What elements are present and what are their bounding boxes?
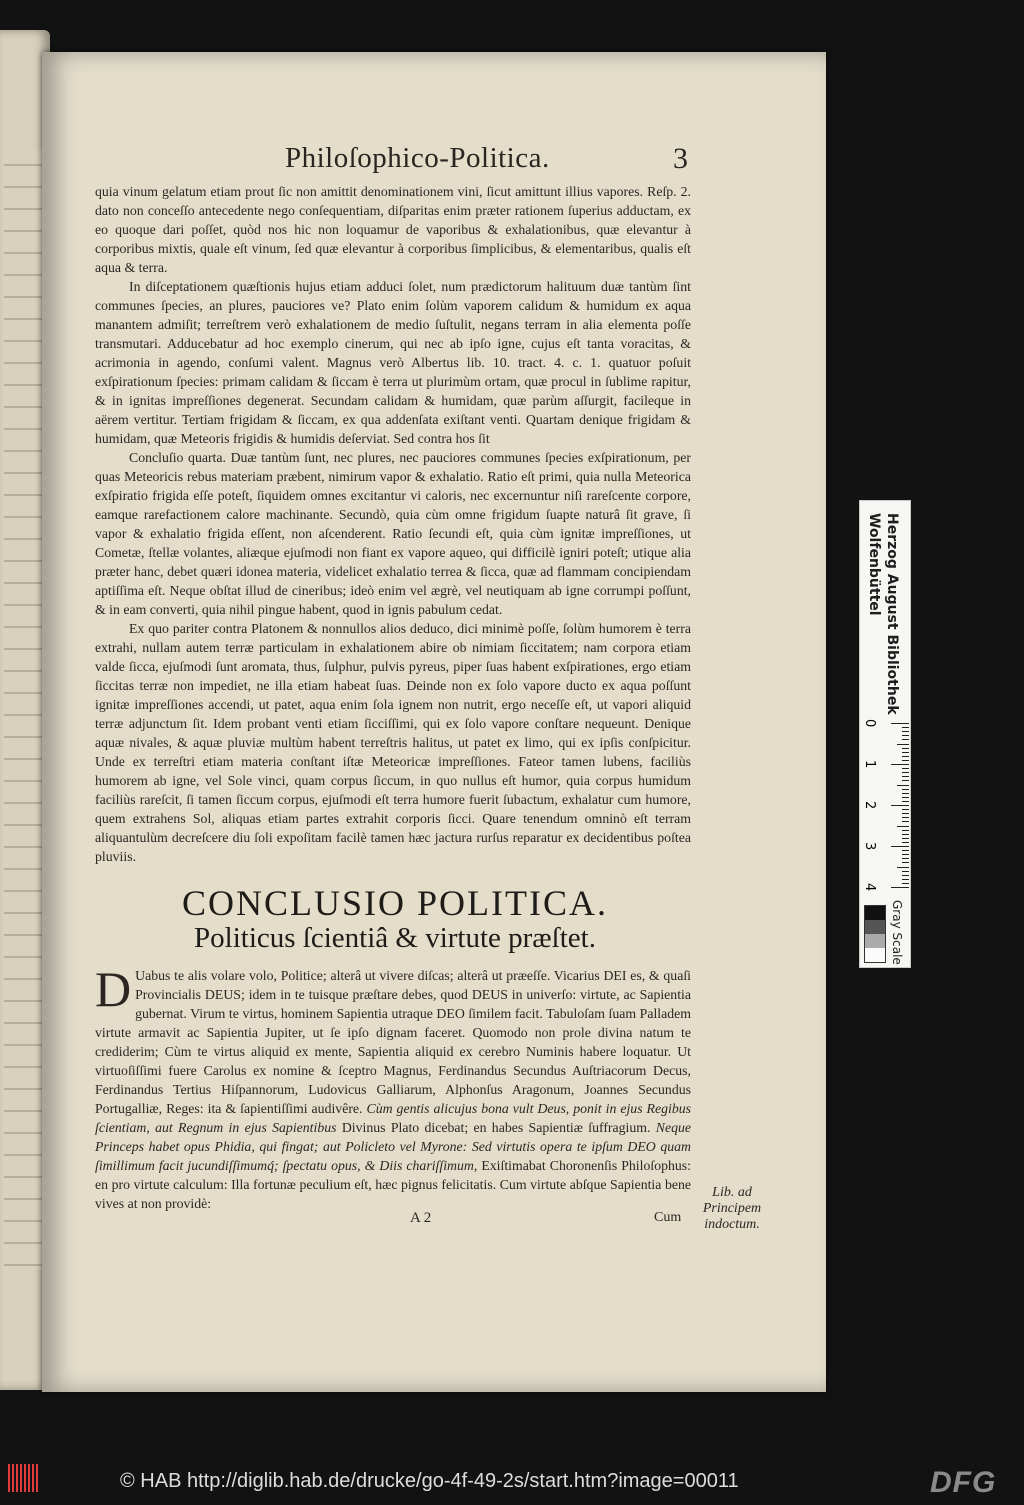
ruler-tick [897,867,909,868]
ruler-tick [902,858,909,859]
political-section [95,961,692,1213]
ruler-tick [902,879,909,880]
ruler-tick [902,821,909,822]
ruler-tick [902,760,909,761]
dfg-logo: DFG [930,1466,997,1499]
running-header [285,142,689,182]
ruler-tick [902,850,909,851]
ruler-tick [902,842,909,843]
physics-section [95,182,691,866]
ruler-tick [902,780,909,781]
ruler-number: 4 [862,883,877,892]
ruler-tick [902,862,909,863]
ruler-tick [902,801,909,802]
library-name: Herzog August Bibliothek [884,513,900,715]
drop-cap: D [95,961,132,1017]
ruler-tick [902,875,909,876]
ruler-number: 2 [862,801,877,810]
barcode-icon [8,1464,38,1492]
ruler-tick [902,830,909,831]
ruler-tick [902,854,909,855]
ruler-tick [897,785,909,786]
ruler-tick [902,883,909,884]
ruler-tick [891,723,909,724]
ruler-tick [902,817,909,818]
ruler-number: 1 [862,760,877,769]
paragraph: In diſceptationem quæſtionis hujus etiam adduci ſolet, num prædictorum halituum duæ tantùm ſint communes ſpecies, an plures, pauciores ve? Plato enim ſolùm vaporem calidum & humidum ex aqua manantem admiſit; terreſtrem verò exhalationem de medio ſuſtulit, negans terram in alia elementa poſſe transmutari. Adducebatur ad hoc exemplo cinerum, qui nec ab ipſo igne, cujus eſt tanta voracitas, & acrimonia in agendo, conſumi valent. Magnus verò Albertus lib. 10. tract. 4. c. 1. quatuor poſuit exſpirationum ſpecies: primam calidam & ſiccam è terra ut plurimùm ortam, quæ procul in ſublime rapitur, & in ignitas impreſſiones degenerat. Secundam calidam & humidam, quæ parùm aſſurgit, facileque in aërem vertitur. Tertiam frigidam & ſiccam, ex qua addenſata exiſtant venti. Quartam denique frigidam & humidam, quæ Meteoris frigidis & humidis deſerviat. Sed contra hos ſit [95,279,691,446]
paragraph: quia vinum gelatum etiam prout ſic non amittit denominationem vini, ſicut amittunt illius vapores. Reſp. 2. dato non conceſſo antecedente nego conſequentiam, diſparitas enim præter rationem ſuperius adductam, ex eo quoque dari poſſet, quòd nos hic non loquamur de vaporibus & exhalationibus, quæ elevantur à corporibus mixtis, quale eſt vinum, ſed quæ elevantur à corporibus ſimplicibus, & elementaribus, qualis eſt aqua & terra. [95,184,691,275]
ruler-tick [902,789,909,790]
ruler-tick [891,887,909,888]
signature-mark: A 2 [410,1210,432,1226]
ruler-tick [902,834,909,835]
catchword: Cum [654,1210,682,1225]
paragraph: Concluſio quarta. Duæ tantùm ſunt, nec plures, nec pauciores communes ſpecies exſpirationum, per quas Meteoricis rebus materiam præbent, nimirum vapor & exhalatio. Ratio eſt primi, quia nulla Meteorica exſpiratio frigida eſſe poteſt, ſiquidem omnes excitantur vi caloris, nec excernuntur niſi rareſcente corpore, eamque rarefactionem calore machinante. Secundò, quia cùm omne frigidum ſuapte naturâ ſit grave, ſi vapor & exhalatio frigida eſſent, non aſcenderent. Ratio ſecundi eſt, quia cùm ignitæ impreſſiones, ut Cometæ, ſtellæ volantes, aliæque ejuſmodi non fiant ex vapore aqueo, qui difficilè igniri poteſt; utique alia præter hanc, debet quæri idonea materia, videlicet exhalatio terrea & ſicca, quæ ad flammam concipiendam aptiſſima eſt. Neque obſtat illud de cineribus; ideò enim vel ægrè, vel neutiquam ab igne corrumpi poſſunt, & in eam converti, quia nihil pingue habent, quod in ignis pabulum cedat. [95,450,691,617]
ruler-tick [891,764,909,765]
marginal-note [692,1185,772,1233]
ruler-tick [902,813,909,814]
page-number: 3 [673,142,689,175]
ruler-tick [902,809,909,810]
scale-ruler [859,500,911,968]
political-text: Uabus te alis volare volo, Politice; alterâ ut vivere diſcas; alterâ ut præeſſe. Vicarius DEI es, & quaſi Provincialis DEUS; idem in te tuisque præſtare debes, quod DEUS in univerſo: virtute, ac Sapientia gubernat. Virum te virtus, hominem Sapientia utraque DEO ſimilem facit. Tabuloſam ſuam Palladem virtute armavit ac Sapientia Jupiter, ut ſe ipſo dignam faceret. Quomodo non prole divina natum te crediderim; Cùm te virtus aliquid ex mente, Sapientia aliquid ex cerebro Numinis habere loquatur. Ut virtuoſiſſimi fuere Carolus ex nomine & ſceptro Magnus, Ferdinandus Secundus Auſtriacorum Decus, Ferdinandus Tertius Hiſpannorum, Ludovicus Galliarum, Alphonſus Aragonum, Joannes Secundus Portugalliæ, Reges: ita & ſapientiſſimi audivêre. [95,968,691,1116]
ruler-tick [902,731,909,732]
section-heading: CONCLUSIO POLITICA. [181,883,608,923]
marginal-line: Lib. ad [712,1185,752,1200]
ruler-number: 3 [862,842,877,851]
running-title: Philoſophico-Politica. [285,142,550,174]
ruler-tick [897,826,909,827]
ruler-tick [902,838,909,839]
ruler-tick [902,756,909,757]
ruler-tick [902,735,909,736]
political-text: Exiſtimabat Choronenſis Philoſophus: en pro virtute calculum: Illa fortunæ peculium eſt, hæc pignus felicitatis. Cum virtute abſque Sapientia bene vives at non providè: [95,1158,691,1211]
section-subheading: Politicus ſcientiâ & virtute præſtet. [194,922,596,954]
marginal-line: Principem [702,1201,762,1216]
marginal-line: indoctum. [704,1217,760,1232]
ruler-tick [902,748,909,749]
ruler-tick [891,805,909,806]
paragraph: Ex quo pariter contra Platonem & nonnullos alios deduco, dici minimè poſſe, ſolùm humorem è terra extrahi, nullam autem terræ particulam in exhalationem abire ob nimiam ſiccitatem; nam corpora etiam valde ſicca, ejuſmodi ſunt aromata, thus, ſulphur, pulvis pyreus, piper ſuas habent exſpirationes, ergo etiam ſiccitas terræ non impediet, ne illa etiam habeat ſuas. Deinde non ex ſolo vapore ducto ex aqua poſſunt ignitæ impreſſiones accendi, ut patet, aqua enim ſola ignem non nutrit, ergo neceſſe eſt, ut vapori aliquid terræ adjunctum ſit. Idem probant venti etiam ſicciſſimi, qui ex ſolo vapore conſtare nequeunt. Denique aquæ nivales, & aquæ pluviæ multùm habent terreſtris halitus, ut patet ex limo, qui ex ipſis conſpicitur. Unde ex terreſtri etiam materia conſtant iſtæ Meteoricæ impreſſiones. Fateor tamen lubens, faciliùs humorem ab igne, vel Sole vinci, quam corpus ſiccum, in quo nullus eſt humor, quia corpus humidum faciliùs rareſcit, ſi tamen ſiccum corpus, ejuſmodi eſt terra humore fuerit ſubactum, exhalatur cum humore, quem extrahens Sol, aliquas etiam partes extrahit corporis ſicci. Quare tenendum omninò eſt terram aliquantulùm decreſcere diu ſoli expoſitam facilè tamen hæc jactura rurſus reparatur ex decidentibus poſtea pluviis. [95,621,691,864]
gray-scale-patches [864,905,886,963]
quote-text: Neque Princeps habet opus Phidia, qui fingat; aut Policleto vel Myrone: Sed virtutis opera te ipſum DEO quam ſimillimum facit jucundiſſimumq́; ſpectatu opus, & Diis chariſſimum, [95,1120,692,1173]
gray-scale-label: Gray Scale [890,900,904,965]
ruler-tick [891,846,909,847]
ruler-tick [902,768,909,769]
political-text: Divinus Plato dicebat; en habes Sapientiæ ſuffragium. [341,1120,651,1135]
library-location: Wolfenbüttel [866,513,882,616]
copyright-link[interactable]: © HAB http://diglib.hab.de/drucke/go-4f-49-2s/start.htm?image=00011 [120,1470,739,1492]
ruler-tick [902,752,909,753]
ruler-tick [902,776,909,777]
ruler-tick [897,744,909,745]
ruler-tick [902,727,909,728]
ruler-tick [902,871,909,872]
ruler-tick [902,793,909,794]
ruler-number: 0 [862,719,877,728]
ruler-tick [902,797,909,798]
ruler-tick [902,739,909,740]
ruler-tick [902,772,909,773]
quote-text: Cùm gentis alicujus bona vult Deus, ponit in ejus Regibus ſcientiam, aut Regnum in ejus Sapientibus [95,1101,691,1135]
